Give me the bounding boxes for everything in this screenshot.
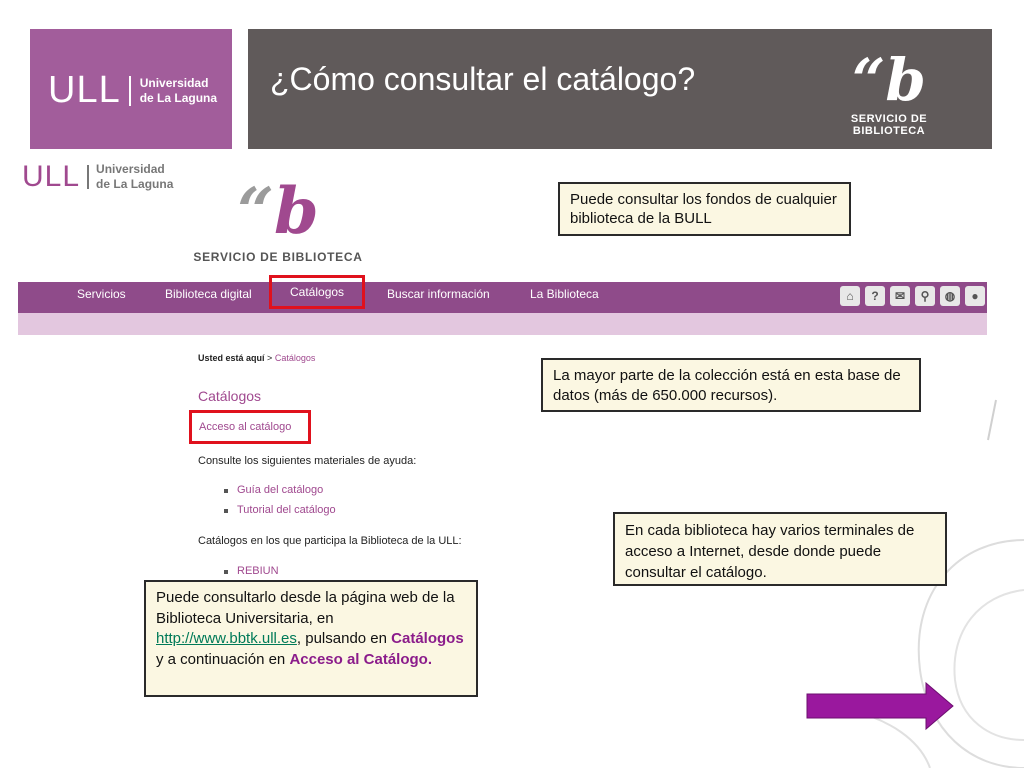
site-library-logo-caption: SERVICIO DE BIBLIOTECA: [193, 250, 363, 264]
search-icon[interactable]: ⚲: [915, 286, 935, 306]
nav-icon-group: [840, 286, 985, 306]
logo-letter: b: [274, 174, 319, 249]
callout-coleccion: La mayor parte de la colección está en esta base de datos (más de 650.000 recursos).: [541, 358, 921, 412]
page-heading: Catálogos: [198, 388, 262, 404]
breadcrumb: [198, 353, 315, 363]
help-link-guia-label[interactable]: Guía del catálogo: [237, 484, 324, 496]
callout-web: [144, 580, 478, 697]
breadcrumb-current[interactable]: Catálogos: [274, 353, 316, 363]
breadcrumb-separator: >: [267, 353, 273, 363]
site-logo-divider: [87, 165, 89, 189]
home-icon[interactable]: ⌂: [840, 286, 860, 306]
site-library-logo-glyph: [190, 174, 366, 249]
breadcrumb-prefix: Usted está aquí: [198, 353, 265, 363]
library-logo-caption: SERVICIO DE BIBLIOTECA: [850, 113, 928, 137]
site-subnav-bar: [18, 313, 987, 335]
university-name-line2: de La Laguna: [139, 90, 218, 105]
nav-item-la-biblioteca[interactable]: La Biblioteca: [530, 287, 599, 301]
help-link-tutorial[interactable]: [224, 504, 336, 516]
participates-link-rebiun-label[interactable]: REBIUN: [237, 565, 279, 577]
site-university-name-line2: de La Laguna: [96, 177, 174, 191]
help-intro-text: Consulte los siguientes materiales de ayuda:: [198, 455, 417, 467]
nav-item-biblioteca-digital[interactable]: Biblioteca digital: [165, 287, 252, 301]
nav-item-catalogos[interactable]: Catálogos: [269, 275, 365, 309]
site-university-name: [96, 162, 173, 192]
help-link-tutorial-label[interactable]: Tutorial del catálogo: [237, 504, 336, 516]
ull-logo: [48, 69, 217, 112]
library-service-logo: [822, 46, 956, 137]
site-ull-wordmark: ULL: [22, 160, 81, 193]
help-icon[interactable]: ?: [865, 286, 885, 306]
slide-title: ¿Cómo consultar el catálogo?: [270, 61, 696, 97]
logo-divider: [129, 76, 131, 106]
site-ull-logo[interactable]: [22, 160, 173, 194]
next-arrow-icon[interactable]: [806, 682, 956, 732]
logo-quote: “: [237, 174, 275, 249]
acceso-catalogo-link[interactable]: Acceso al catálogo: [189, 410, 311, 444]
help-link-guia[interactable]: [224, 484, 323, 496]
site-nav-bar: [18, 282, 987, 313]
callout-web-text3: y a continuación en: [156, 650, 290, 668]
header-logo-panel: [30, 29, 232, 149]
site-library-logo[interactable]: [190, 174, 366, 264]
callout-terminales: En cada biblioteca hay varios terminales de acceso a Internet, desde donde puede consultar el catálogo.: [613, 512, 947, 586]
nav-item-buscar-informacion[interactable]: Buscar información: [387, 287, 490, 301]
mail-icon[interactable]: ✉: [890, 286, 910, 306]
header-title-panel: [248, 29, 992, 149]
callout-bull: Puede consultar los fondos de cualquier biblioteca de la BULL: [558, 182, 851, 236]
callout-web-text2: , pulsando en: [296, 630, 392, 647]
bbtk-link[interactable]: http://www.bbtk.ull.es: [156, 630, 297, 647]
callout-web-text1: Puede consultarlo desde la página web de la Biblioteca Universitaria, en: [156, 589, 455, 627]
participates-intro-text: Catálogos en los que participa la Biblioteca de la ULL:: [198, 535, 462, 547]
participates-link-rebiun[interactable]: [224, 565, 279, 577]
library-logo-glyph: “b: [852, 46, 926, 114]
site-university-name-line1: Universidad: [96, 162, 165, 176]
university-name-line1: Universidad: [139, 75, 209, 90]
callout-web-catalogos: Catálogos: [391, 630, 464, 647]
ull-wordmark: ULL: [48, 69, 121, 111]
callout-web-acceso: Acceso al Catálogo.: [289, 650, 432, 668]
globe-icon[interactable]: ◍: [940, 286, 960, 306]
user-icon[interactable]: ●: [965, 286, 985, 306]
nav-item-servicios[interactable]: Servicios: [77, 287, 126, 301]
university-name: [140, 76, 217, 106]
